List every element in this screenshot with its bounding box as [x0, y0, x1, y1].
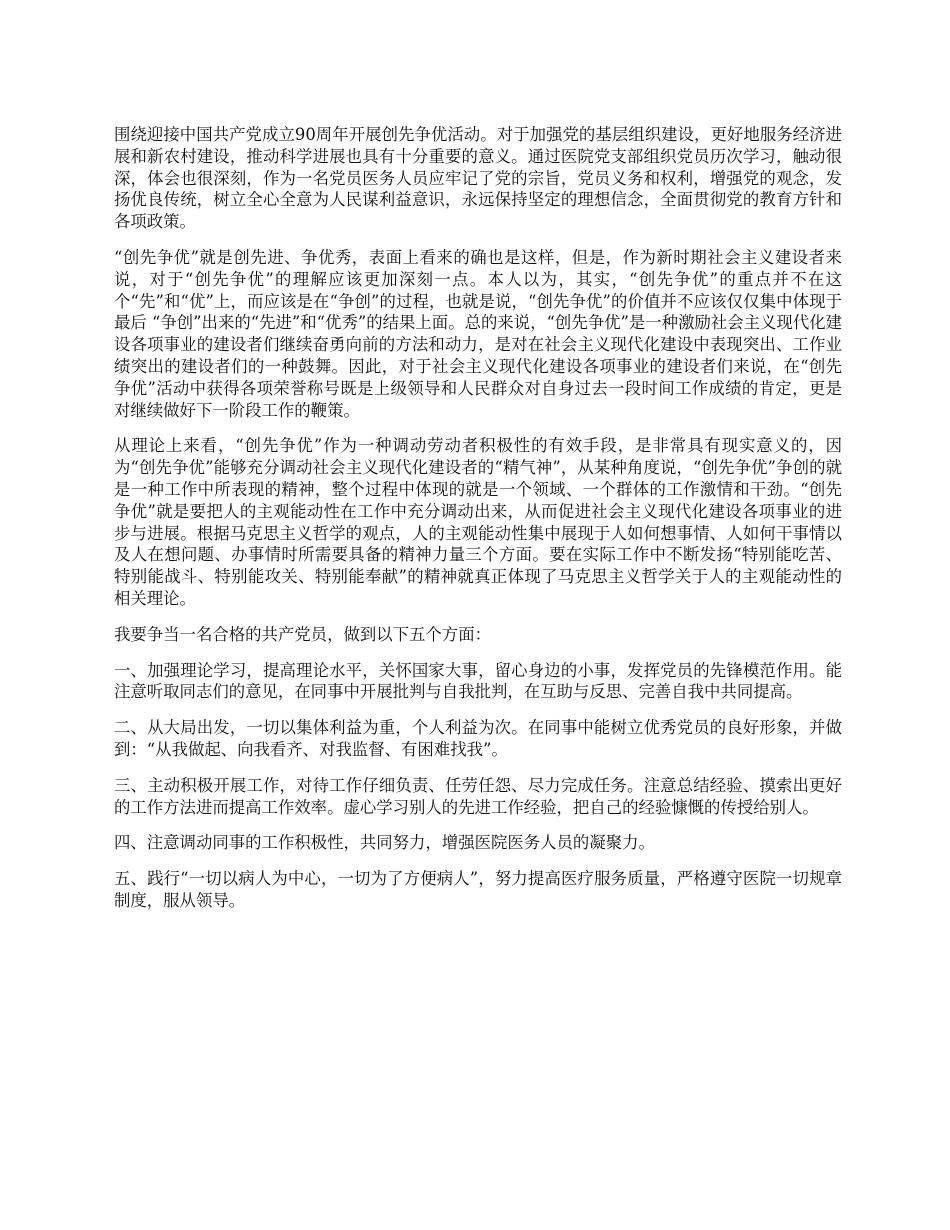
list-item-5: 五、践行“一切以病人为中心，一切为了方便病人”，努力提高医疗服务质量，严格遵守医院一切规章制度，服从领导。 [114, 869, 842, 910]
list-item-2: 二、从大局出发，一切以集体利益为重，个人利益为次。在同事中能树立优秀党员的良好形象，并做到：“从我做起、向我看齐、对我监督、有困难找我”。 [114, 718, 842, 759]
paragraph-list-intro: 我要争当一名合格的共产党员，做到以下五个方面： [114, 624, 491, 644]
paragraph-meaning: “创先争优”就是创先进、争优秀，表面上看来的确也是这样，但是，作为新时期社会主义建设者来说，对于“创先争优”的理解应该更加深刻一点。本人以为，其实，“创先争优”的重点并不在这个“先”和“优”上，而应该是在“争创”的过程，也就是说，“创先争优”的价值并不应该仅仅集中体现于最后 “争创”出来的“先进”和“优秀”的结果上面。总的来说，“创先争优”是一种激励社会主义现代化建设各项事业的建设者们继续奋勇向前的方法和动力，是对在社会主义现代化建设中表现突出、工作业绩突出的建设者们的一种鼓舞。因此，对于社会主义现代化建设各项事业的建设者们来说，在“创先争优”活动中获得各项荣誉称号既是上级领导和人民群众对自身过去一段时间工作成绩的肯定，更是对继续做好下一阶段工作的鞭策。 [114, 247, 842, 420]
document-body [114, 124, 842, 926]
paragraph-intro: 围绕迎接中国共产党成立90周年开展创先争优活动。对于加强党的基层组织建设，更好地服务经济进展和新农村建设，推动科学进展也具有十分重要的意义。通过医院党支部组织党员历次学习，触动很深，体会也很深刻，作为一名党员医务人员应牢记了党的宗旨，党员义务和权利，增强党的观念，发扬优良传统，树立全心全意为人民谋利益意识，永远保持坚定的理想信念，全面贯彻党的教育方针和各项政策。 [114, 125, 842, 232]
list-item-4: 四、注意调动同事的工作积极性，共同努力，增强医院医务人员的凝聚力。 [114, 833, 655, 853]
list-item-1: 一、加强理论学习，提高理论水平，关怀国家大事，留心身边的小事，发挥党员的先锋模范作用。能注意听取同志们的意见，在同事中开展批判与自我批判，在互助与反思、完善自我中共同提高。 [114, 660, 842, 702]
list-item-3: 三、主动积极开展工作，对待工作仔细负责、任劳任怨、尽力完成任务。注意总结经验、摸索出更好的工作方法进而提高工作效率。虚心学习别人的先进工作经验，把自己的经验慷慨的传授给别人。 [114, 775, 842, 817]
paragraph-theory: 从理论上来看，“创先争优”作为一种调动劳动者积极性的有效手段，是非常具有现实意义的，因为“创先争优”能够充分调动社会主义现代化建设者的“精气神”，从某种角度说，“创先争优”争创的就是一种工作中所表现的精神，整个过程中体现的就是一个领域、一个群体的工作激情和干劲。“创先争优”就是要把人的主观能动性在工作中充分调动出来，从而促进社会主义现代化建设各项事业的进步与进展。根据马克思主义哲学的观点，人的主观能动性集中展现于人如何想事情、人如何干事情以及人在想问题、办事情时所需要具备的精神力量三个方面。要在实际工作中不断发扬“特别能吃苦、特别能战斗、特别能攻关、特别能奉献”的精神就真正体现了马克思主义哲学关于人的主观能动性的相关理论。 [114, 436, 842, 608]
